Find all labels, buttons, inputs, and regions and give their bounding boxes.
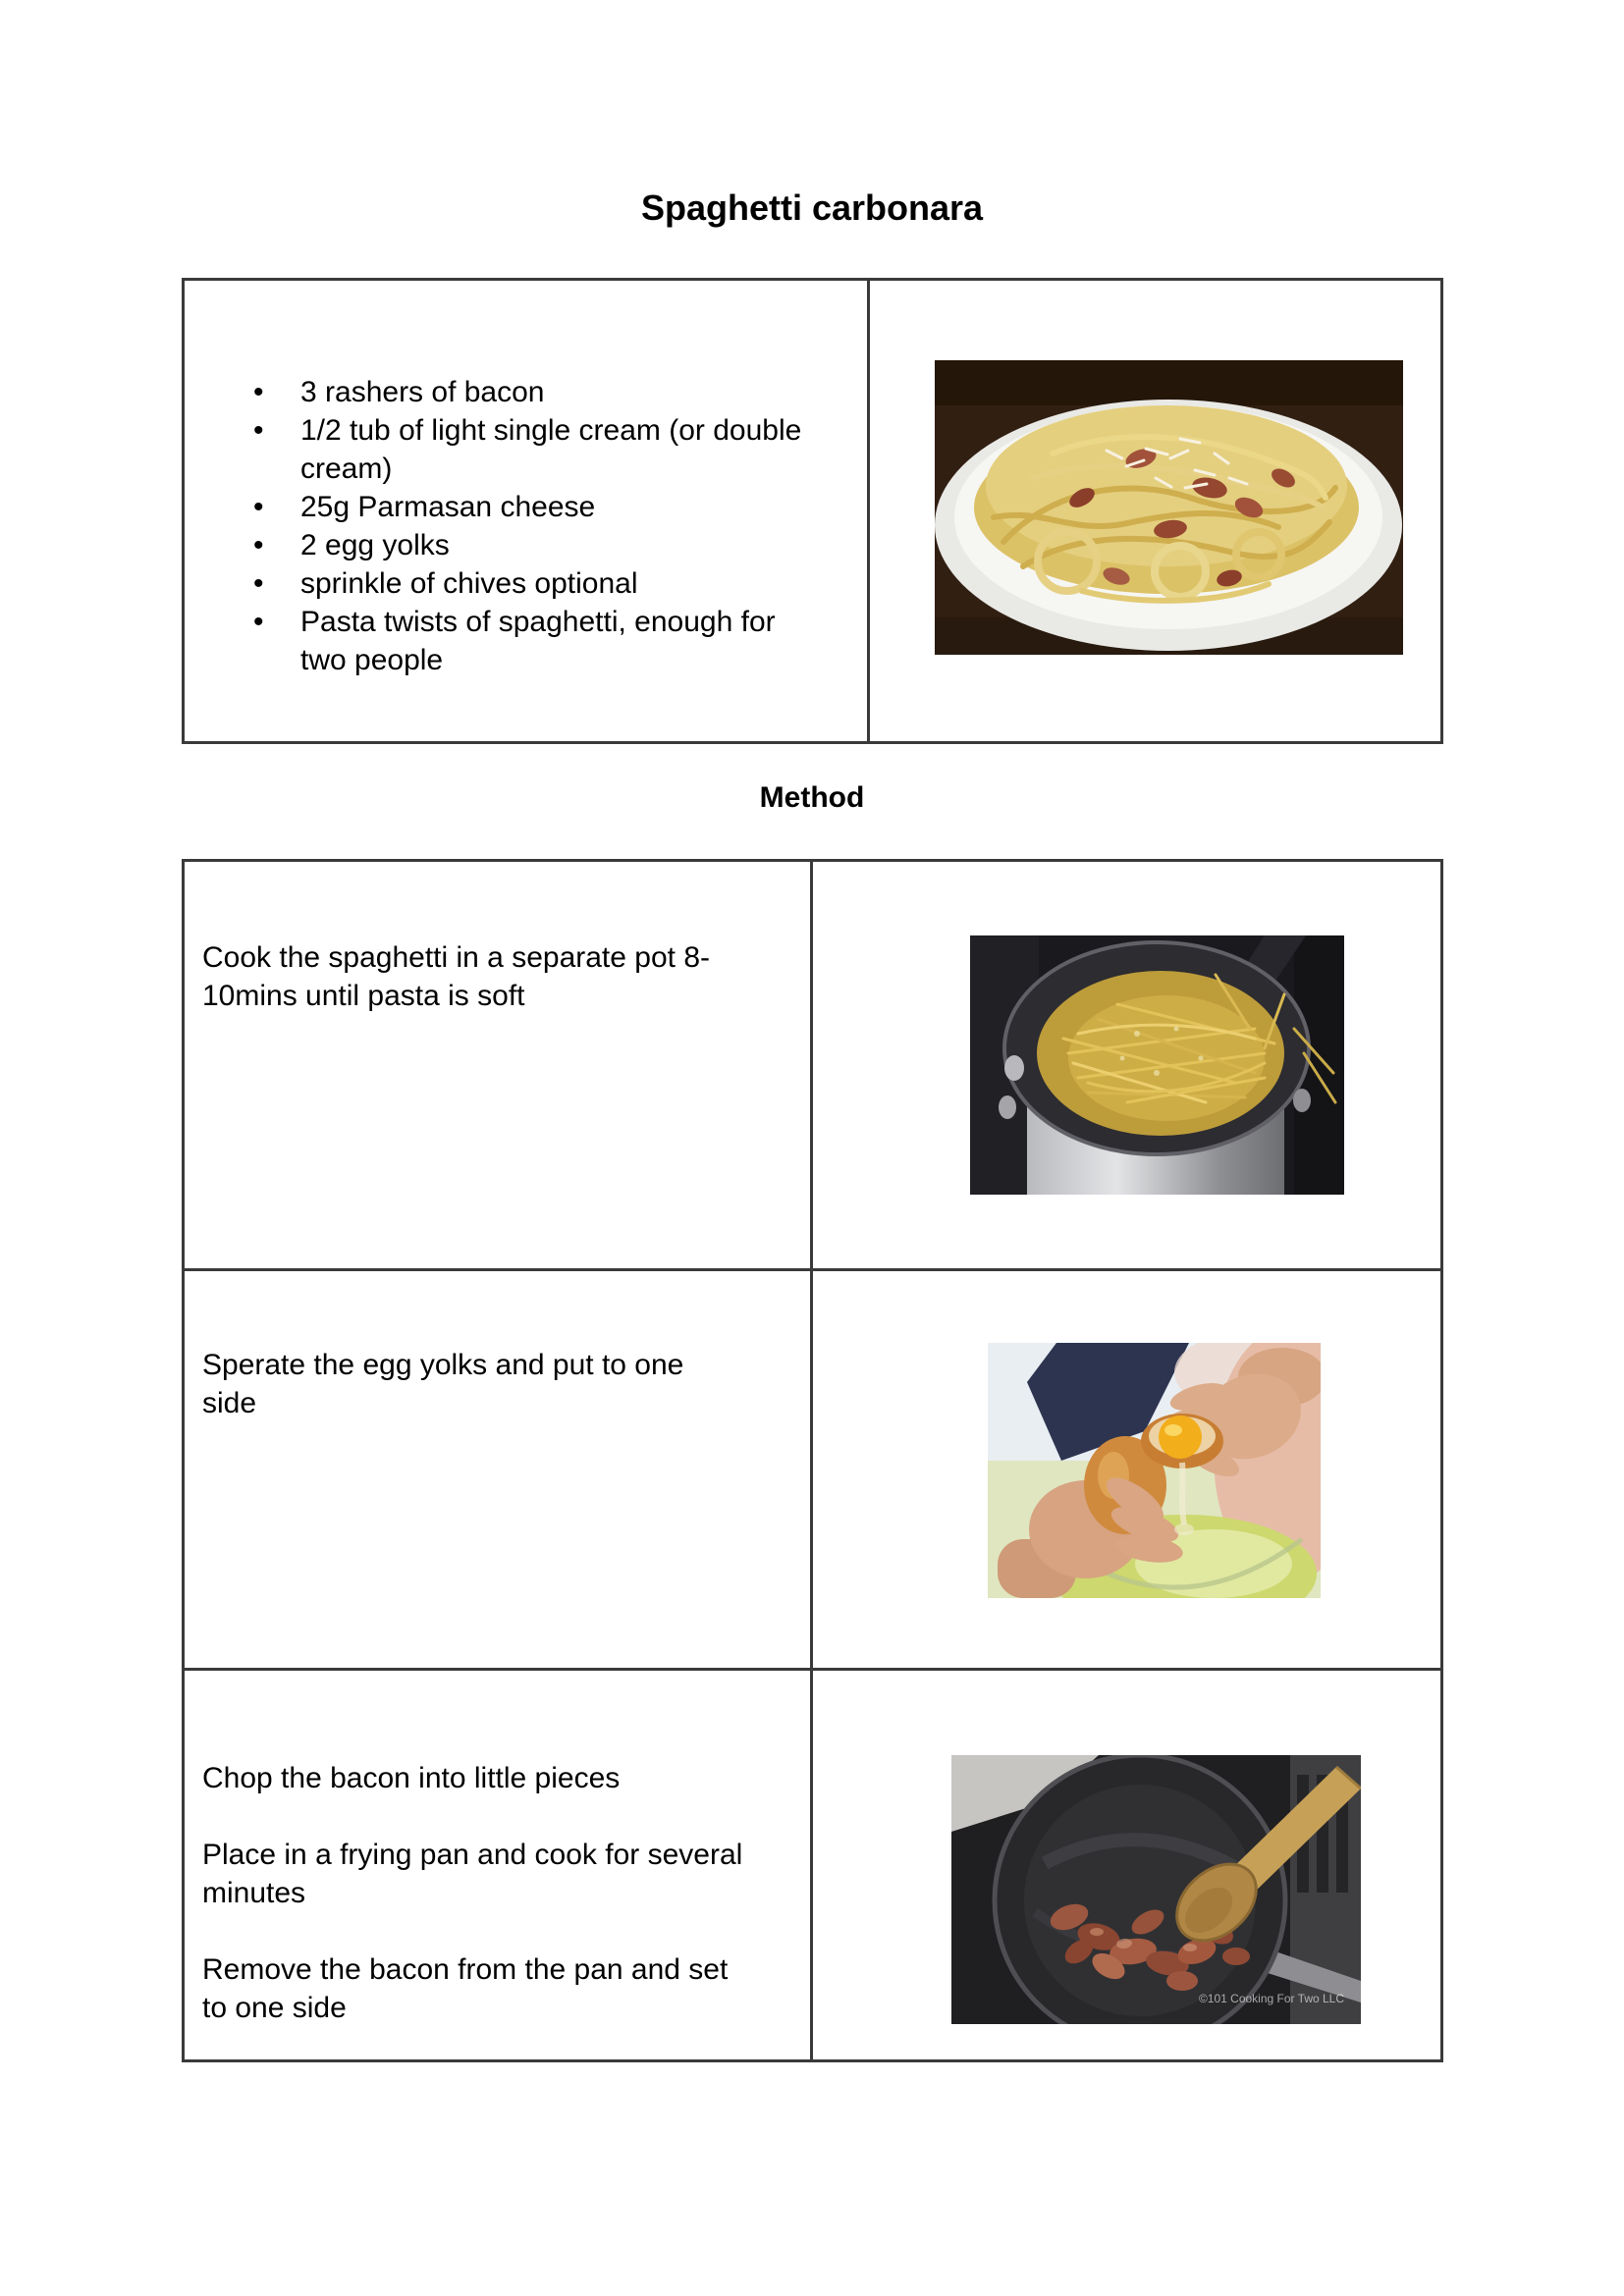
ingredient-text: • sprinkle of chives optional [300,567,638,600]
method-step-paragraph: Place in a frying pan and cook for several minutes [202,1839,743,1909]
separating-egg-yolk-photo [988,1343,1321,1598]
pot-rivet [1293,1089,1311,1112]
ingredient-item [253,603,867,679]
photo-watermark: ©101 Cooking For Two LLC [1198,1992,1344,2005]
ingredient-text: • 2 egg yolks [300,529,450,561]
ingredient-text: • 1/2 tub of light single cream (or double [300,414,802,447]
ingredient-text: • 25g Parmasan cheese [300,491,596,523]
method-step-2-text-cell [185,1271,813,1671]
ingredient-text: cream) [300,453,393,485]
ingredients-list-cell [185,281,870,741]
bacon-frying-in-pan-photo [951,1755,1361,2024]
method-step-paragraph: Cook the spaghetti in a separate pot 8- 10mins until pasta is soft [202,941,711,1012]
pot-rivet [1004,1055,1024,1081]
page-title: Spaghetti carbonara [640,187,984,228]
method-step-3-text [202,1759,742,2027]
ingredient-text: • 3 rashers of bacon [300,376,545,408]
ingredient-item [253,411,867,488]
method-step-1-photo-cell [813,862,1440,1271]
egg-yolk [1159,1415,1202,1459]
method-step-paragraph: Sperate the egg yolks and put to one side [202,1349,684,1419]
ingredients-list [185,281,867,679]
method-step-2-text [202,1346,683,1422]
ingredient-item [253,373,867,411]
ingredient-text: • Pasta twists of spaghetti, enough for [300,606,776,638]
pot-rivet [999,1095,1016,1119]
method-step-3-text-cell [185,1671,813,2059]
method-step-3-photo-cell [813,1671,1440,2059]
pot-of-boiling-spaghetti-photo [970,935,1344,1195]
method-step-2-photo-cell [813,1271,1440,1671]
ingredient-item [253,564,867,603]
ingredient-item [253,526,867,564]
method-step-1-text [202,938,710,1015]
method-step-paragraph: Chop the bacon into little pieces [202,1762,621,1794]
method-table [182,859,1443,2062]
ingredients-photo-cell [870,281,1440,741]
method-heading: Method [759,781,865,814]
ingredient-text: two people [300,644,444,676]
ingredients-table [182,278,1443,744]
egg-white-drip [1182,1463,1184,1524]
spaghetti-carbonara-plate-photo [935,360,1403,655]
ingredient-item [253,488,867,526]
method-step-1-text-cell [185,862,813,1271]
method-step-paragraph: Remove the bacon from the pan and set to one side [202,1953,729,2024]
upper-egg-shell-with-yolk [1141,1414,1223,1468]
